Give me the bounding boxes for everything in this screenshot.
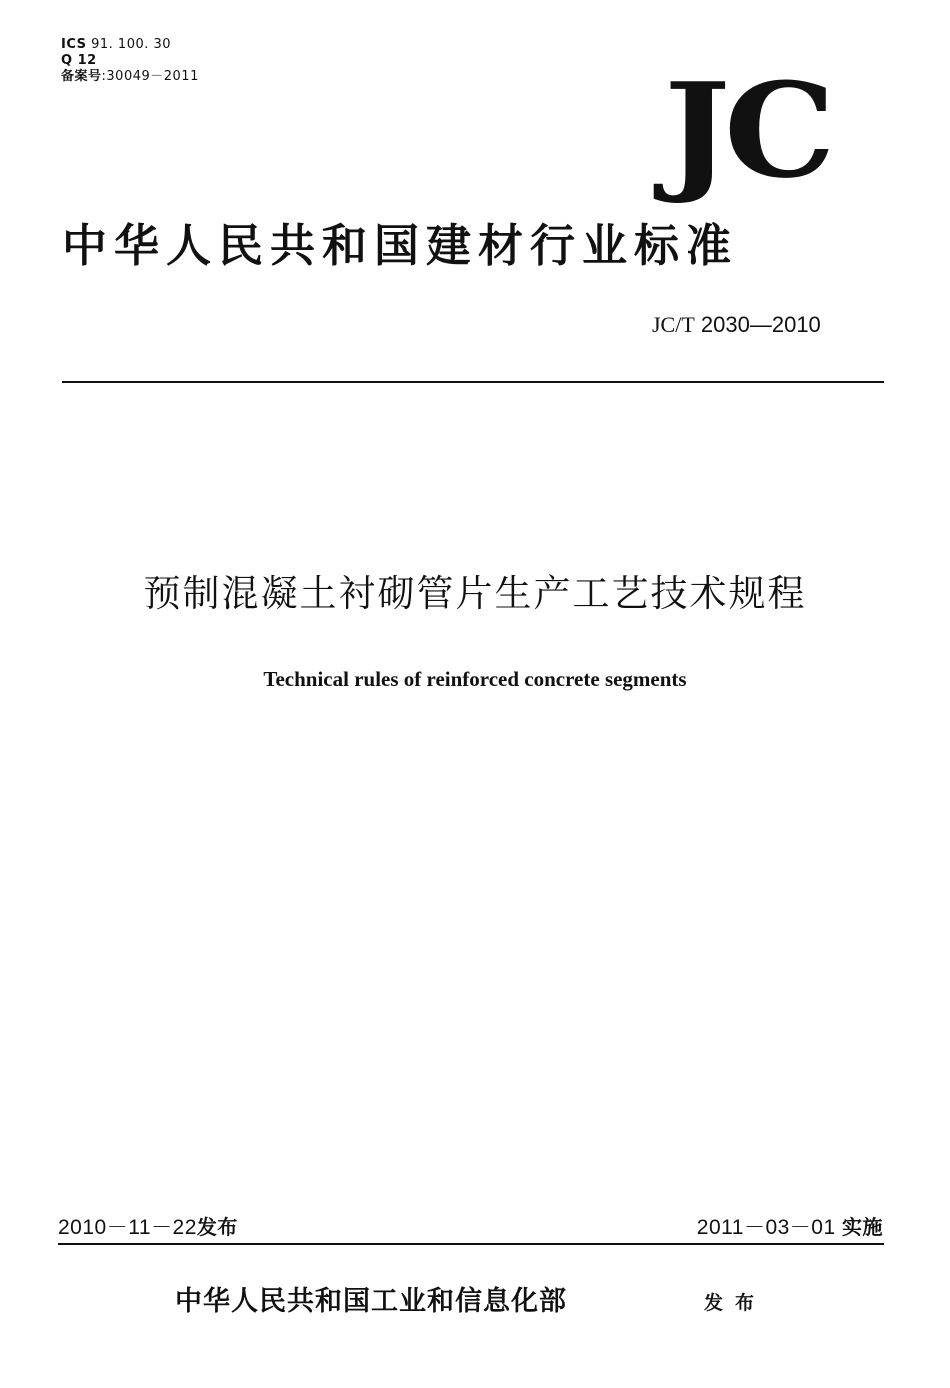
record-number — [61, 69, 199, 85]
effective-date — [697, 1214, 883, 1241]
standard-type-heading: 中华人民共和国建材行业标准 — [62, 219, 739, 272]
record-number-value: :30049－2011 — [101, 69, 199, 84]
jc-logo: JC — [664, 54, 830, 207]
effective-date-suffix: 实施 — [842, 1215, 883, 1239]
standard-year: 2030—2010 — [694, 312, 821, 337]
ccs-classification: Q 12 — [61, 53, 97, 68]
issuing-authority: 中华人民共和国工业和信息化部 — [175, 1286, 567, 1317]
ics-classification — [61, 37, 171, 53]
ics-value: 91. 100. 30 — [86, 37, 172, 52]
effective-date-value: 2011－03－01 — [696, 1216, 836, 1239]
footer-divider — [58, 1243, 884, 1245]
issue-date — [58, 1214, 238, 1241]
standard-number — [652, 312, 821, 338]
document-title-english: Technical rules of reinforced concrete segments — [263, 667, 687, 691]
header-divider — [62, 381, 884, 383]
ics-key: ICS — [61, 37, 87, 52]
record-number-key: 备案号 — [61, 69, 102, 84]
issuer-action-label: 发布 — [704, 1292, 767, 1314]
document-title-chinese: 预制混凝土衬砌管片生产工艺技术规程 — [143, 572, 807, 615]
issue-date-value: 2010－11－22 — [58, 1216, 197, 1239]
standard-code: JC/T — [652, 312, 695, 337]
issue-date-suffix: 发布 — [196, 1215, 238, 1239]
